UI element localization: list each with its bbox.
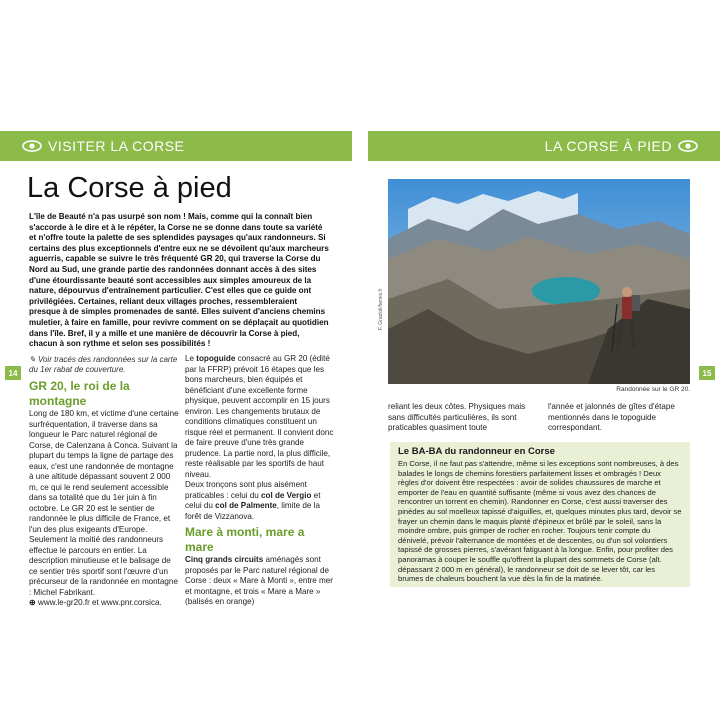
pencil-icon: ✎ (29, 355, 36, 364)
eye-icon (22, 140, 42, 152)
circuits-term: Cinq grands circuits (185, 555, 264, 564)
page-number-right: 15 (699, 366, 715, 380)
topoguide-paragraph (185, 354, 335, 480)
circuits-paragraph (185, 555, 335, 608)
column-4: l'année et jalonnés de gîtes d'étape mentionnés dans le topoguide correspondant. (548, 402, 675, 432)
info-box-title: Le BA-BA du randonneur en Corse (398, 446, 555, 457)
mountain-landscape-image (388, 179, 690, 384)
sections-paragraph (185, 480, 335, 522)
photo-caption: Randonnée sur le GR 20. (616, 386, 690, 393)
col-palmente-term: col de Palmente (215, 501, 277, 510)
gr20-text: Long de 180 km, et victime d'une certaine surfréquentation, il traverse dans sa longueur le Parc naturel régional de Corse, de Calenzana à Conca. Suivant la plupart du temps la ligne de partage des eaux, c'est une randonnée de montagne à une altitude dépassant souvent 2 000 m, ce qui le rend seulement accessible dans sa totalité que du 1er juin à fin octobre. Le GR 20 est le sentier de randonnée le plus difficile de France, et l'un des plus exigeants d'Europe. Seulement la moitié des randonneurs effectue le parcours en entier. La description minutieuse et le balisage de ce sentier très sportif sont l'œuvre d'un précurseur de la randonnée en montagne : Michel Fabrikant. (29, 409, 179, 597)
text-span: Le (185, 354, 197, 363)
eye-icon (678, 140, 698, 152)
globe-icon: ⊕ (29, 598, 36, 607)
section-title-left: VISITER LA CORSE (48, 138, 185, 154)
mare-heading: Mare à monti, mare a mare (185, 525, 305, 554)
page-gutter (352, 131, 368, 161)
gr20-links-text[interactable]: www.le-gr20.fr et www.pnr.corsica. (38, 598, 162, 607)
map-note (29, 355, 179, 376)
text-span: aménagés sont proposés par le Parc naturel régional de Corse : deux « Mare à Monti », entre mer et montagne, et trois « Mare a Mare » (balisés en orange) (185, 555, 333, 606)
column-3: reliant les deux côtes. Physiques mais sans difficultés particulières, ils sont praticables quasiment toute (388, 402, 526, 432)
info-box (390, 442, 690, 587)
column-2 (185, 354, 335, 608)
gr20-links (29, 598, 179, 609)
section-header-right (368, 131, 720, 161)
text-span: consacré au GR 20 (édité par la FFRP) prévoit 16 étapes que les bons marcheurs, bien équipés et bénéficiant d'une excellente forme physique, peuvent accomplir en 15 jours environ. Les changements brutaux de conditions climatiques constituent un risque réel et permanent. Il convient donc de faire preuve d'une très grande prudence. La partie nord, la plus difficile, reste réalisable par les sportifs de haut niveau. (185, 354, 334, 479)
text-span: Deux tronçons sont plus aisément praticables : celui du (185, 480, 307, 500)
page-number-left: 14 (5, 366, 21, 380)
page-title: La Corse à pied (27, 172, 232, 204)
text-span: , limite de la forêt de Vizzanova. (185, 501, 320, 521)
text-span: et celui du (185, 490, 321, 510)
photo-credit: F. Grazioli/hemis.fr (378, 288, 384, 330)
info-box-text: En Corse, il ne faut pas s'attendre, même si les exceptions sont nombreuses, à des balades le longs de chemins forestiers parfaitement lisses et ombragés ! Deux règles d'or doivent être respectées : avoir de solides chaussures de marche et emporter de l'eau en quantité suffisante (même si vous avez des chances de rencontrer un torrent en chemin). Randonner en Corse, c'est aussi traverser des pinèdes au sol moelleux tapissé d'aiguilles, et, quelques minutes plus tard, devoir se frayer un chemin dans le maquis planté d'épineux et brûlé par le soleil, sans la moindre ombre, puis grimper de rocher en rocher. Toujours tenir compte du dénivelé, prévoir l'alternance de montées et de descentes, ou d'un sol volontiers tapissé de grosses pierres, s'avérant fatiguant à la longue. Enfin, pour profiter des panoramas à couper le souffle qu'offrent la plupart des sommets de Corse (alt. dépassant 2 000 m en général), le randonneur se doit de se lever tôt, car les brumes de chaleurs bouchent la vue dès la fin de la matinée. (398, 459, 682, 584)
topoguide-term: topoguide (196, 354, 236, 363)
column-1 (29, 379, 179, 609)
gr20-heading: GR 20, le roi de la montagne (29, 379, 130, 408)
section-title-right: LA CORSE À PIED (544, 138, 672, 154)
map-note-text: Voir tracés des randonnées sur la carte du 1er rabat de couverture. (29, 355, 178, 375)
col-vergio-term: col de Vergio (261, 490, 312, 500)
section-header-left (0, 131, 352, 161)
hiker-photo (388, 179, 690, 384)
intro-paragraph: L'île de Beauté n'a pas usurpé son nom ! Mais, comme qui la connaît bien s'accorde à le dire et à le répéter, la Corse ne se donne dans toute sa variété et n'offre toute la palette de ses splendides paysages qu'aux randonneurs. Si certains des plus exceptionnels d'entre eux ne se dévoilent qu'aux marcheurs aguerris, capable se suivre le très fréquenté GR 20, qui traverse la Corse du Nord au Sud, une grande partie des randonnées donnant accès à des sites d'une étourdissante beauté sont accessibles aux simples amoureux de la nature, dépourvus d'entraînement particulier. C'est elles que ce guide ont privilégiées. Certaines, reliant deux villages proches, ressembleraient presque à de simples promenades de santé. Elles suivent d'anciens chemins muletier, à faire en famille, pour revivre comment on se déplaçait au quotidien dans l'île. Bref, il y a mille et une manière de découvrir la Corse à pied, chacun à son rythme et selon ses possibilités ! (29, 212, 329, 349)
